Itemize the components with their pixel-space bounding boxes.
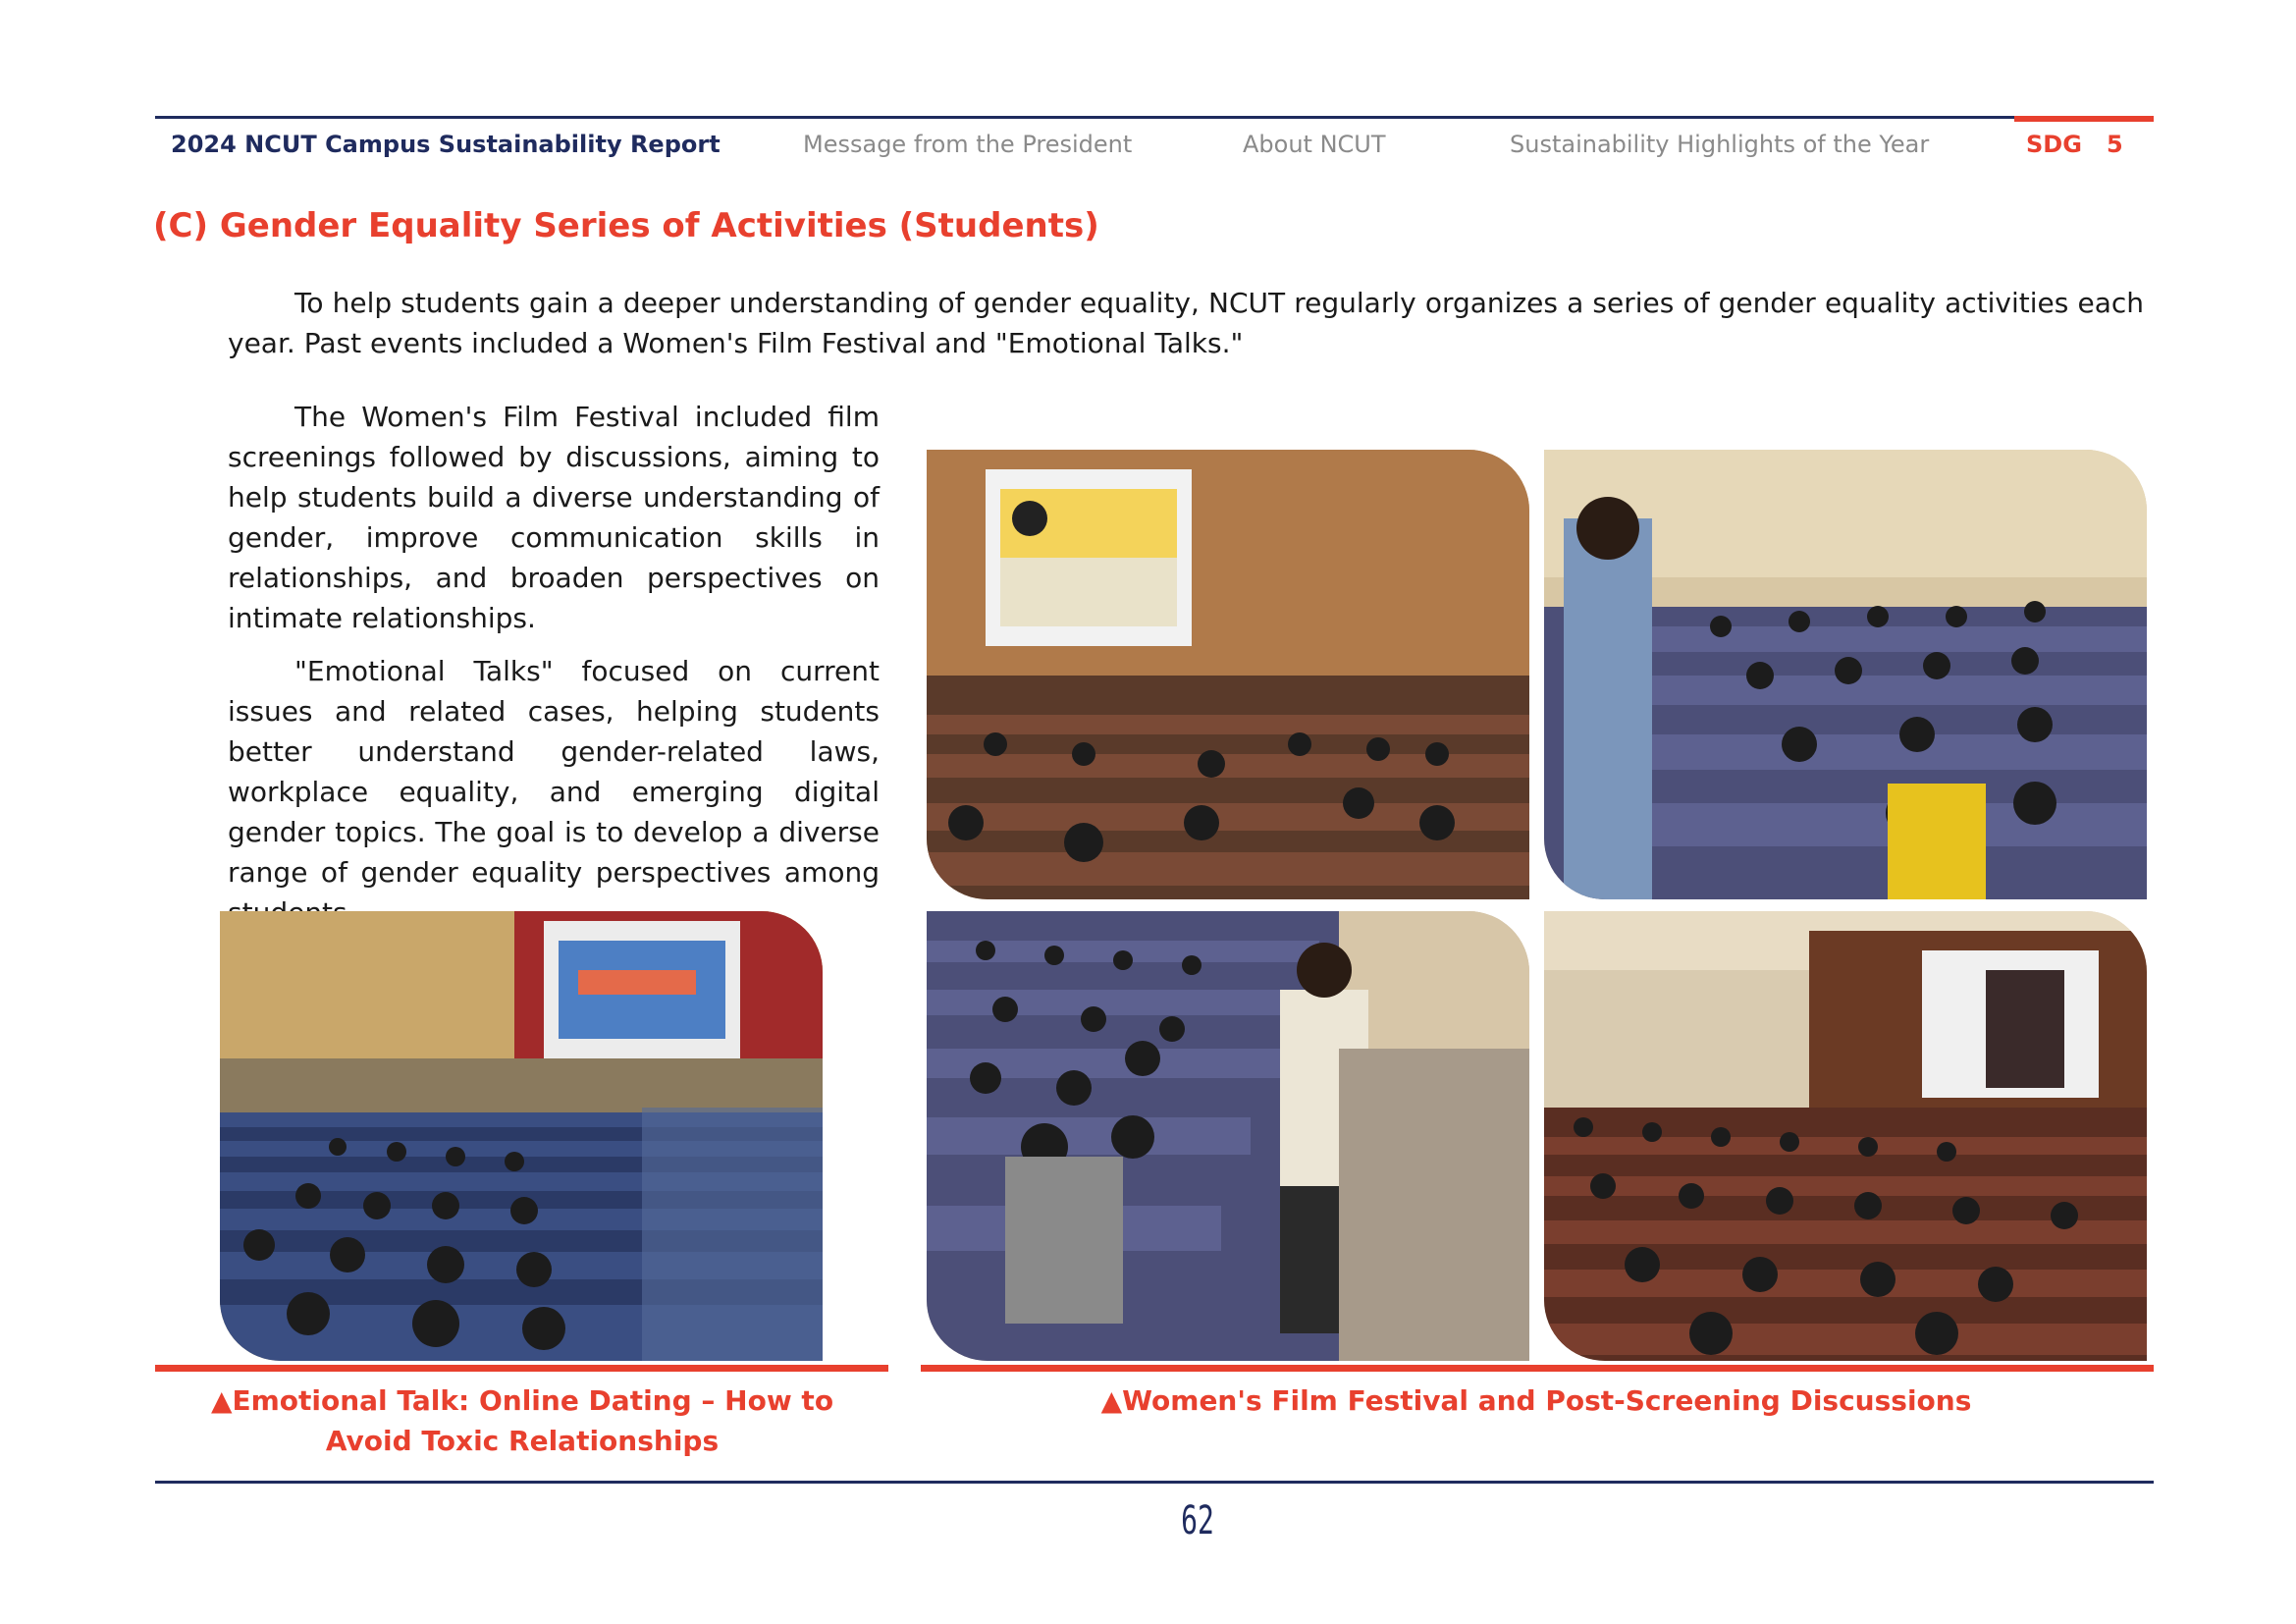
photo-student-speaking bbox=[1544, 450, 2147, 899]
caption-emotional-talk: ▲Emotional Talk: Online Dating – How to Avoid Toxic Relationships bbox=[210, 1384, 834, 1457]
header-rule bbox=[155, 116, 2014, 119]
report-title: 2024 NCUT Campus Sustainability Report bbox=[171, 131, 721, 158]
photo-film-festival-screen bbox=[927, 450, 1529, 899]
header-accent-bar bbox=[2014, 116, 2154, 122]
film-festival-paragraph: The Women's Film Festival included film screenings followed by discussions, aiming to help students build a diverse understanding of gender, improve communication skills in relationships, and broaden perspectives on intimate relationships. bbox=[228, 401, 880, 634]
sdg-number: 5 bbox=[2107, 131, 2123, 158]
photo-emotional-talk-auditorium bbox=[220, 911, 823, 1361]
emotional-talks-paragraph: "Emotional Talks" focused on current issues and related cases, helping students better understand gender-related laws, workplace equality, and emerging digital gender topics. The goal is to develop a diverse range of gender equality perspectives among bbox=[228, 655, 880, 889]
sdg-label: SDG bbox=[2026, 131, 2082, 158]
section-heading: (C) Gender Equality Series of Activities (Students) bbox=[153, 206, 1099, 245]
caption-film-festival: ▲Women's Film Festival and Post-Screening Discussions bbox=[1100, 1384, 1972, 1417]
photo-screening-hall bbox=[1544, 911, 2147, 1361]
nav-message-from-president[interactable]: Message from the President bbox=[803, 131, 1133, 158]
footer-rule bbox=[155, 1481, 2154, 1484]
nav-sustainability-highlights[interactable]: Sustainability Highlights of the Year bbox=[1510, 131, 1930, 158]
intro-paragraph bbox=[228, 283, 2144, 363]
caption-rule-right bbox=[921, 1365, 2154, 1372]
caption-rule-left bbox=[155, 1365, 888, 1372]
page-number: 62 bbox=[1181, 1498, 1214, 1543]
photo-teacher-with-students bbox=[927, 911, 1529, 1361]
nav-about-ncut[interactable]: About NCUT bbox=[1243, 131, 1386, 158]
intro-text: To help students gain a deeper understanding of gender equality, NCUT regularly organizes a series of gender equality activities each year. Past events included a Women's Film Festival and "Emotional Talks." bbox=[228, 287, 2144, 359]
